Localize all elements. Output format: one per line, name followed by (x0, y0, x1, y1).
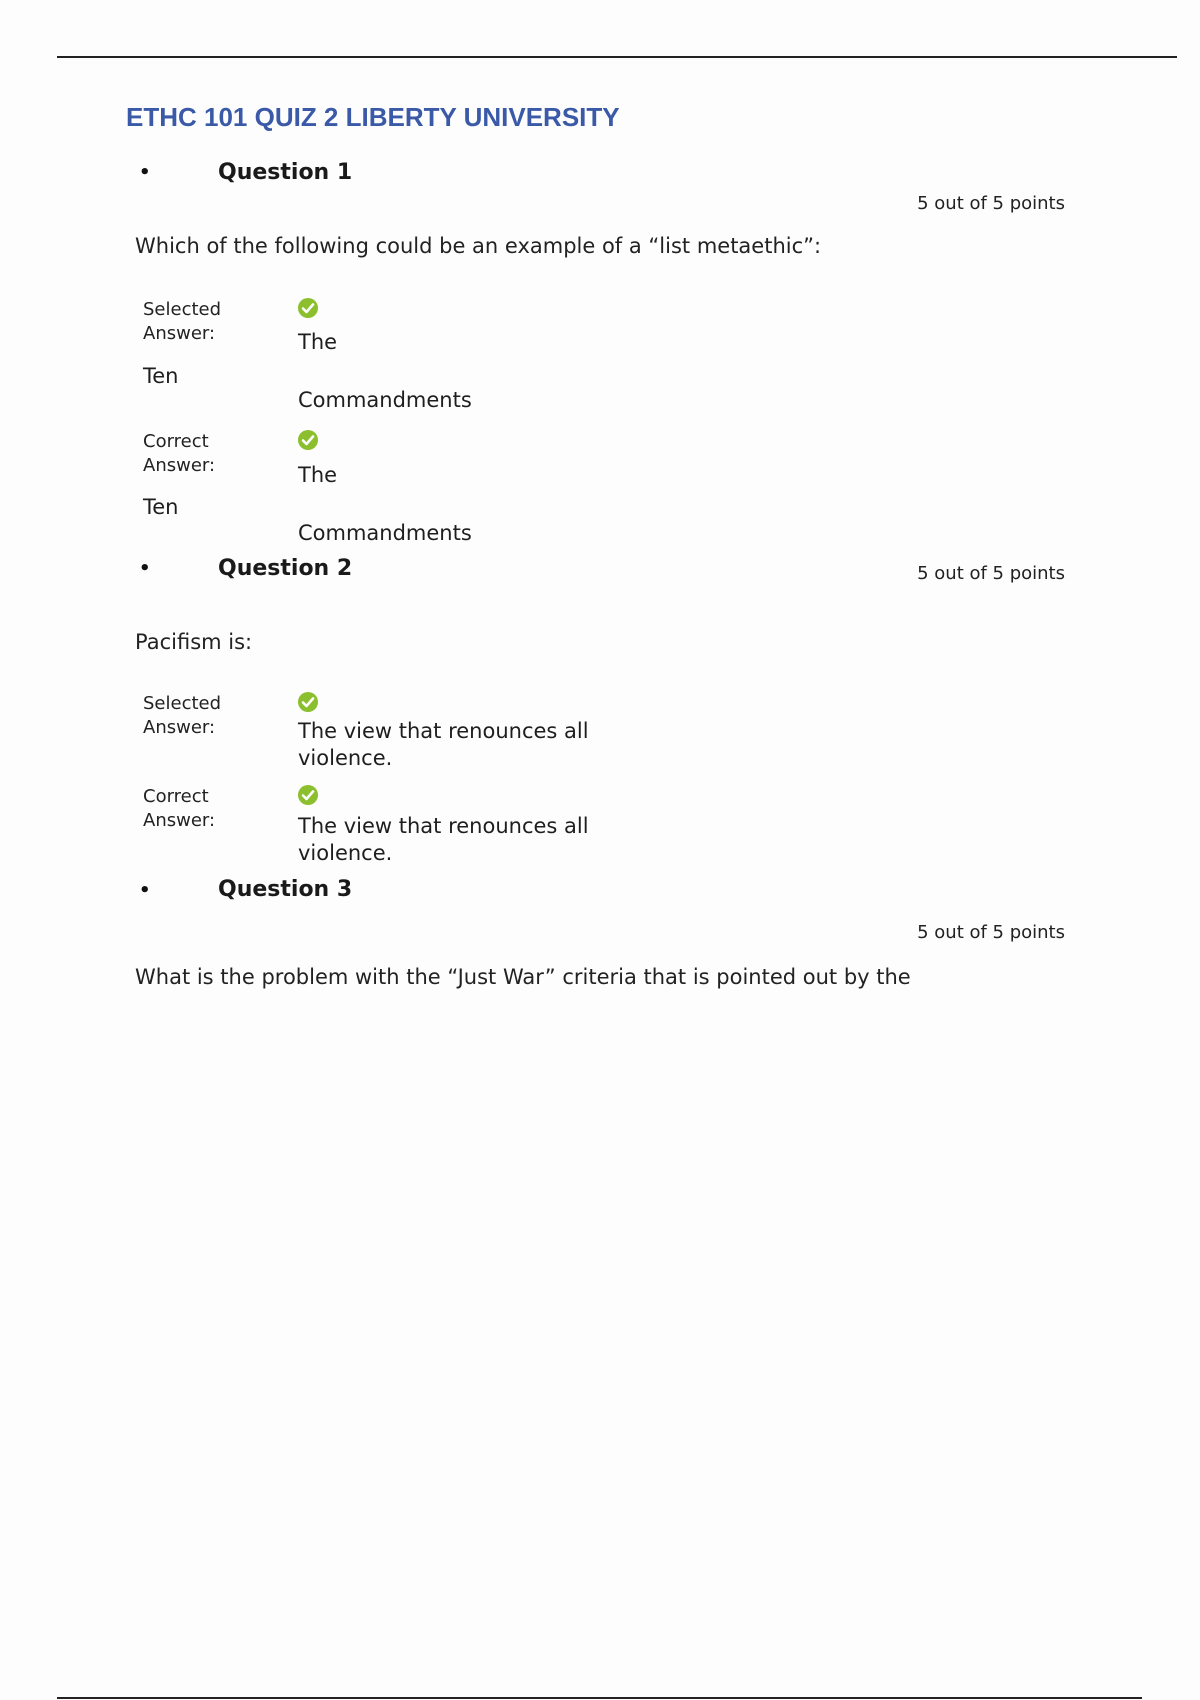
question-1-correct-answer-part1: The (298, 463, 338, 487)
question-1-selected-answer-part3: Commandments (298, 388, 472, 412)
question-2-selected-answer: The view that renounces all violence. (298, 719, 589, 770)
question-1-selected-answer-part2: Ten (143, 364, 179, 388)
question-1-selected-label: Selected Answer: (143, 299, 222, 344)
question-2-points: 5 out of 5 points (917, 563, 1065, 584)
question-2-text: Pacifism is: (135, 630, 253, 654)
document-title: ETHC 101 QUIZ 2 LIBERTY UNIVERSITY (126, 102, 620, 132)
check-circle-icon (297, 784, 319, 806)
question-1-correct-label: Correct Answer: (143, 431, 216, 476)
question-1-heading: Question 1 (218, 160, 353, 185)
question-2-correct-label: Correct Answer: (143, 786, 216, 831)
check-circle-icon (297, 297, 319, 319)
question-2-selected-label: Selected Answer: (143, 693, 222, 738)
question-1-correct-answer-part2: Ten (143, 495, 179, 519)
check-circle-icon (297, 691, 319, 713)
bullet-icon: • (139, 558, 151, 579)
question-1-selected-answer-part1: The (298, 330, 338, 354)
bullet-icon: • (139, 880, 151, 901)
top-rule (57, 56, 1177, 58)
bullet-icon: • (139, 162, 151, 183)
question-2-correct-answer: The view that renounces all violence. (298, 814, 589, 865)
question-1-points: 5 out of 5 points (917, 193, 1065, 214)
check-circle-icon (297, 429, 319, 451)
question-2-heading: Question 2 (218, 556, 353, 581)
bottom-rule (57, 1697, 1142, 1699)
question-1-correct-answer-part3: Commandments (298, 521, 472, 545)
question-3-heading: Question 3 (218, 877, 353, 902)
question-3-text: What is the problem with the “Just War” criteria that is pointed out by the (135, 965, 911, 989)
question-3-points: 5 out of 5 points (917, 922, 1065, 943)
question-1-text: Which of the following could be an example of a “list metaethic”: (135, 234, 822, 258)
